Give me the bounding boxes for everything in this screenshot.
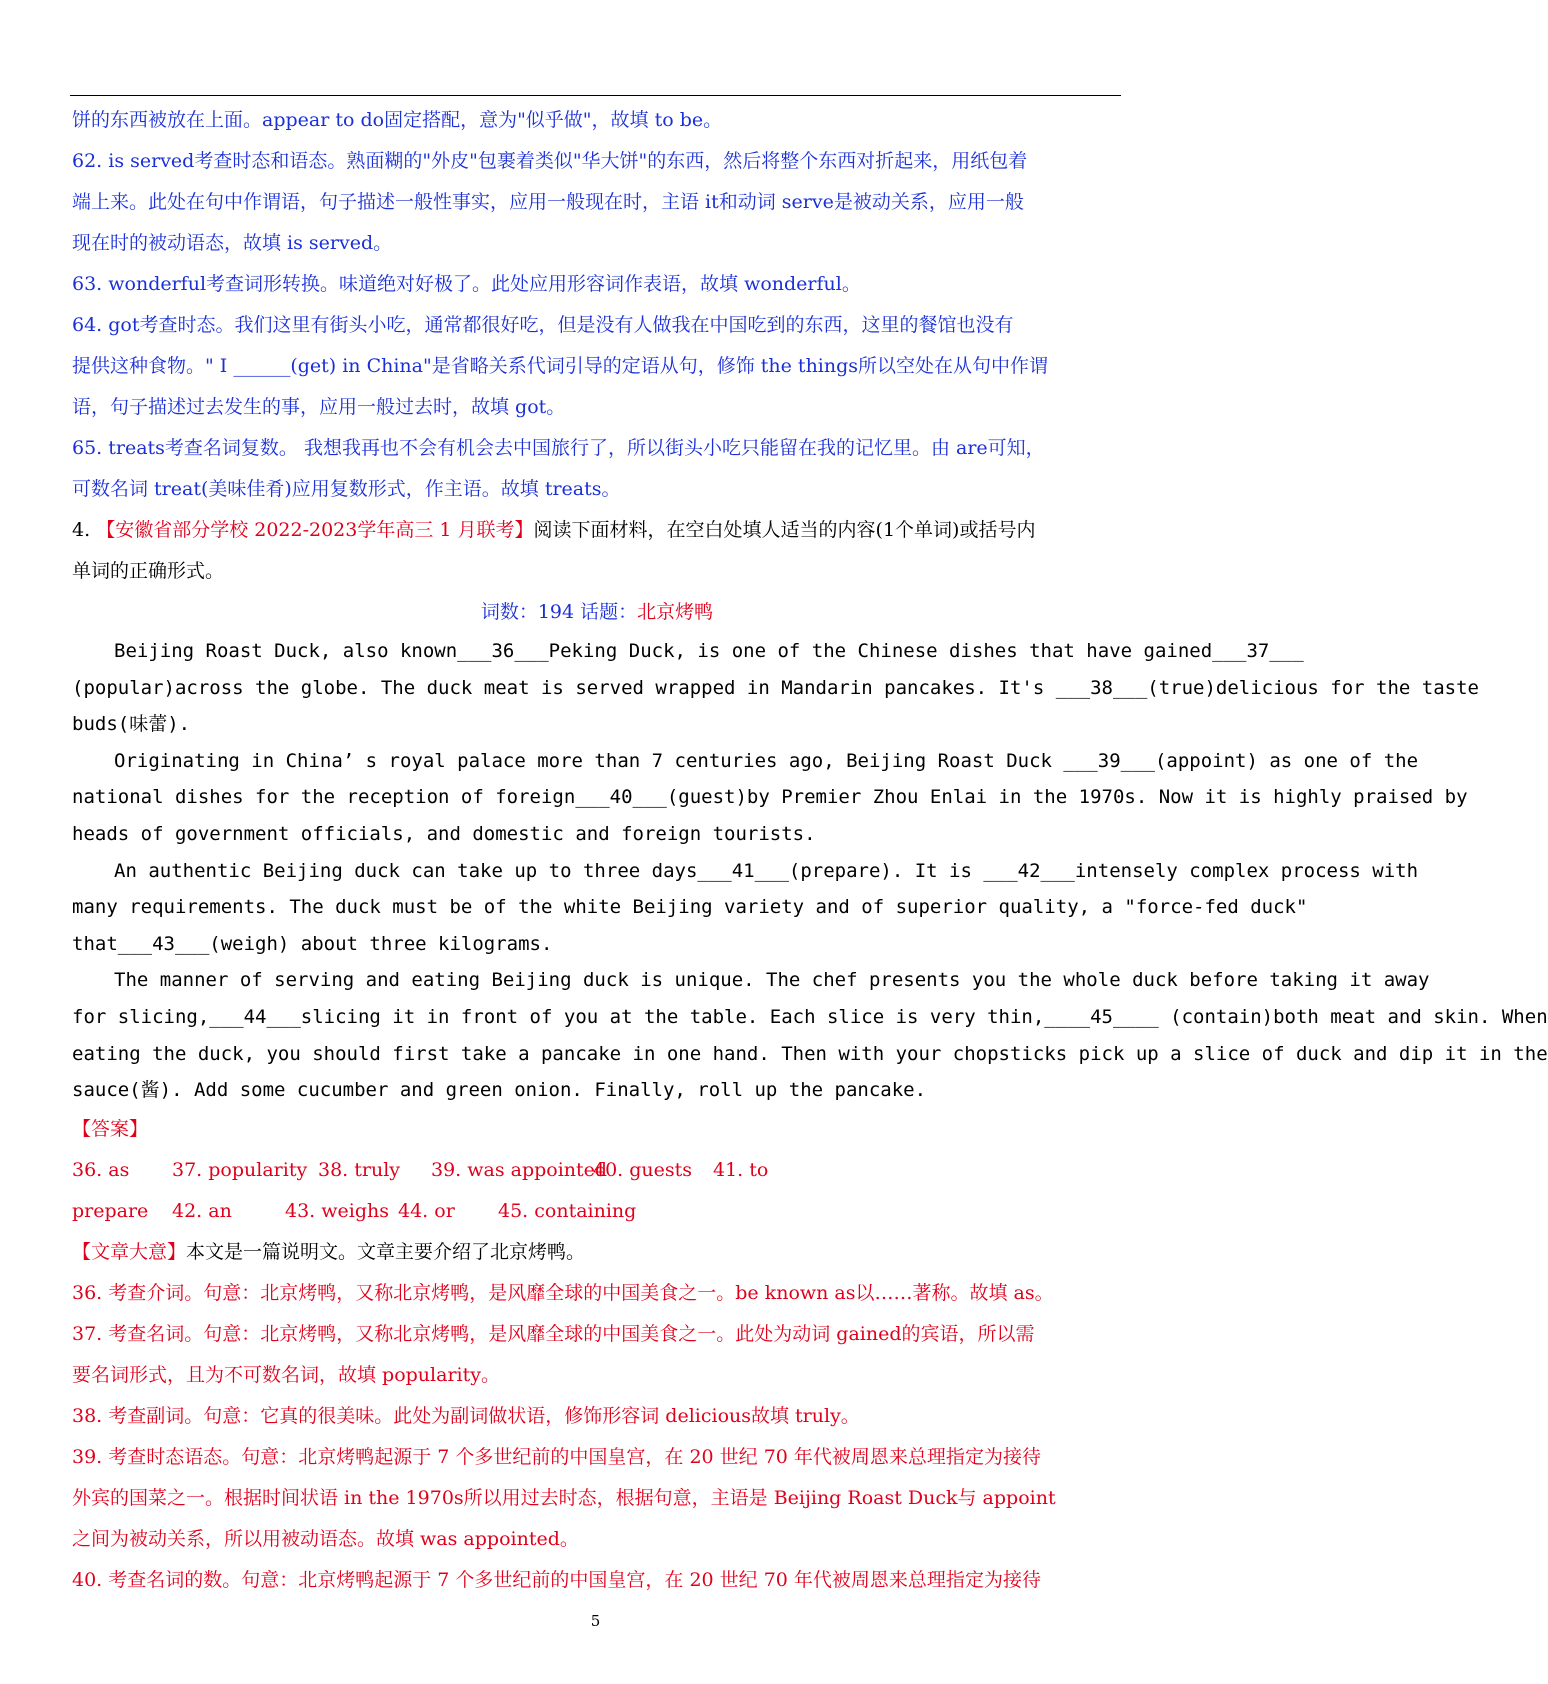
text-line: 可数名词 treat(美味佳肴)应用复数形式，作主语。故填 treats。: [72, 478, 621, 500]
question-instruction-cont: 单词的正确形式。: [72, 560, 225, 582]
summary: [72, 1232, 1122, 1273]
answer-item: 38. truly: [318, 1158, 401, 1181]
passage: [72, 633, 1548, 1109]
answer-item: 42. an: [172, 1199, 232, 1222]
text-line: 65. treats考查名词复数。 我想我再也不会有机会去中国旅行了，所以街头小吃只能留在我的记忆里。由 are可知，: [72, 437, 1045, 459]
text-line: 要名词形式，且为不可数名词，故填 popularity。: [72, 1363, 500, 1386]
text-line: 62. is served考查时态和语态。熟面糊的"外皮"包裹着类似"华大饼"的东西，然后将整个东西对折起来，用纸包着: [72, 150, 1028, 172]
text-line: 之间为被动关系，所以用被动语态。故填 was appointed。: [72, 1527, 579, 1550]
text-line: 外宾的国菜之一。根据时间状语 in the 1970s所以用过去时态，根据句意，主语是 Beijing Roast Duck与 appoint: [72, 1486, 1056, 1509]
answer-row: [72, 1191, 1122, 1232]
summary-text: 本文是一篇说明文。文章主要介绍了北京烤鸭。: [186, 1240, 586, 1263]
passage-line: The manner of serving and eating Beijing duck is unique. The chef presents you the whole duck before taking it away: [114, 969, 1430, 992]
answer-item: 36. as: [72, 1158, 130, 1181]
answer-item: 39. was appointed: [431, 1158, 608, 1181]
passage-line: many requirements. The duck must be of the white Beijing variety and of superior quality, a "force-fed duck": [72, 896, 1308, 919]
text-line: 36. 考查介词。句意：北京烤鸭，又称北京烤鸭，是风靡全球的中国美食之一。be known as以……著称。故填 as。: [72, 1281, 1054, 1304]
blue-explanations: [72, 100, 1122, 510]
text-line: 38. 考查副词。句意：它真的很美味。此处为副词做状语，修饰形容词 delicious故填 truly。: [72, 1404, 860, 1427]
passage-line: national dishes for the reception of foreign___40___(guest)by Premier Zhou Enlai in the 1970s. Now it is highly praised by: [72, 786, 1468, 809]
question-instruction: 阅读下面材料，在空白处填人适当的内容(1个单词)或括号内: [533, 519, 1036, 541]
question-header: [72, 510, 1122, 551]
passage-line: buds(味蕾).: [72, 713, 191, 736]
passage-line: for slicing,___44___slicing it in front of you at the table. Each slice is very thin,____45____ (contain)both meat and skin. When: [72, 1005, 1548, 1028]
answer-row: [72, 1150, 1122, 1191]
passage-line: eating the duck, you should first take a pancake in one hand. Then with your chopsticks pick up a slice of duck and dip it in the: [72, 1042, 1548, 1065]
text-line: 40. 考查名词的数。句意：北京烤鸭起源于 7 个多世纪前的中国皇宫，在 20 世纪 70 年代被周恩来总理指定为接待: [72, 1568, 1041, 1591]
passage-line: Originating in China’ s royal palace more than 7 centuries ago, Beijing Roast Duck ___39___(appoint) as one of the: [114, 749, 1419, 772]
answer-item: 45. containing: [498, 1199, 637, 1222]
passage-line: (popular)across the globe. The duck meat is served wrapped in Mandarin pancakes. It's ___38___(true)delicious for the taste: [72, 676, 1479, 699]
answer-item: 40. guests: [593, 1158, 693, 1181]
answer-item: 41. to: [713, 1158, 769, 1181]
answer-item: prepare: [72, 1199, 149, 1222]
passage-line: that___43___(weigh) about three kilograms.: [72, 932, 553, 955]
text-line: 端上来。此处在句中作谓语，句子描述一般性事实，应用一般现在时，主语 it和动词 serve是被动关系，应用一般: [72, 191, 1024, 213]
text-line: 提供这种食物。" I ______(get) in China"是省略关系代词引导的定语从句，修饰 the things所以空处在从句中作谓: [72, 355, 1049, 377]
question-number: 4.: [72, 519, 91, 541]
text-line: 现在时的被动语态，故填 is served。: [72, 232, 393, 254]
summary-label: 【文章大意】: [72, 1240, 187, 1263]
answer-item: 37. popularity: [172, 1158, 308, 1181]
text-line: 语，句子描述过去发生的事，应用一般过去时，故填 got。: [72, 396, 566, 418]
question-source: 【安徽省部分学校 2022-2023学年高三 1 月联考】: [96, 519, 534, 541]
answer-heading: 【答案】: [72, 1117, 149, 1140]
page-number: 5: [590, 1612, 601, 1630]
answer-item: 44. or: [398, 1199, 455, 1222]
text-line: 64. got考查时态。我们这里有街头小吃，通常都很好吃，但是没有人做我在中国吃到的东西，这里的餐馆也没有: [72, 314, 1014, 336]
passage-meta: [72, 592, 1122, 633]
answer-item: 43. weighs: [285, 1199, 389, 1222]
text-line: 63. wonderful考查词形转换。味道绝对好极了。此处应用形容词作表语，故填 wonderful。: [72, 273, 861, 295]
passage-line: heads of government officials, and domestic and foreign tourists.: [72, 822, 816, 845]
passage-line: An authentic Beijing duck can take up to three days___41___(prepare). It is ___42___intensely complex process with: [114, 859, 1419, 882]
header-rule: [70, 95, 1121, 96]
topic-label: 北京烤鸭: [637, 601, 714, 623]
text-line: 37. 考查名词。句意：北京烤鸭，又称北京烤鸭，是风靡全球的中国美食之一。此处为动词 gained的宾语，所以需: [72, 1322, 1035, 1345]
document-body: [72, 100, 1548, 1601]
passage-line: Beijing Roast Duck, also known___36___Peking Duck, is one of the Chinese dishes that have gained___37___: [114, 640, 1304, 662]
red-explanations: [72, 1273, 1122, 1601]
text-line: 饼的东西被放在上面。appear to do固定搭配，意为"似乎做"，故填 to be。: [72, 109, 723, 131]
passage-line: sauce(酱). Add some cucumber and green onion. Finally, roll up the pancake.: [72, 1079, 927, 1102]
text-line: 39. 考查时态语态。句意：北京烤鸭起源于 7 个多世纪前的中国皇宫，在 20 世纪 70 年代被周恩来总理指定为接待: [72, 1445, 1041, 1468]
word-count-label: 词数：194 话题：: [480, 601, 638, 623]
